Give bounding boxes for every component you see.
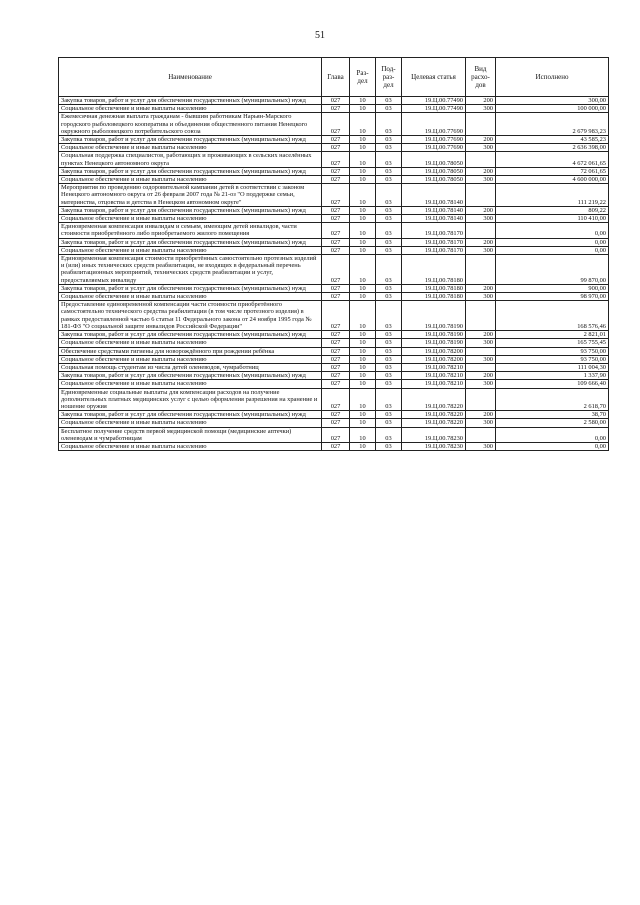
- row-glava: 027: [322, 301, 350, 331]
- row-razdel: 10: [350, 380, 376, 388]
- row-glava: 027: [322, 246, 350, 254]
- row-razdel: 10: [350, 97, 376, 105]
- row-vid: 200: [466, 238, 496, 246]
- row-vid: 200: [466, 136, 496, 144]
- table-row: [59, 238, 609, 246]
- header-glava: Глава: [322, 58, 350, 97]
- row-razdel: 10: [350, 411, 376, 419]
- row-vid: 300: [466, 442, 496, 450]
- row-name: Социальная поддержка специалистов, работающих и проживающих в сельских населённых пунктах Ненецкого автономного округа: [59, 152, 322, 167]
- row-name: Предоставление единовременной компенсации части стоимости приобретённого самостоятельно технического средства реабилитации (в том числе протезного изделия) в рамках предоставленной частью 6 статьи 11 Федерального закона от 24 ноября 1995 года № 181-ФЗ "О социальной защите инвалидов Российской Федерации": [59, 301, 322, 331]
- row-razdel: 10: [350, 372, 376, 380]
- row-glava: 027: [322, 176, 350, 184]
- table-row: [59, 215, 609, 223]
- row-glava: 027: [322, 284, 350, 292]
- row-vid: 300: [466, 246, 496, 254]
- row-target: 19.Ц.00.78180: [402, 293, 466, 301]
- row-razdel: 10: [350, 152, 376, 167]
- row-podrazdel: 03: [376, 339, 402, 347]
- row-target: 19.Ц.00.78050: [402, 152, 466, 167]
- row-vid: 300: [466, 144, 496, 152]
- row-vid: 200: [466, 411, 496, 419]
- row-executed: 93 750,00: [496, 355, 609, 363]
- row-razdel: 10: [350, 246, 376, 254]
- row-name: Социальное обеспечение и иные выплаты населению: [59, 419, 322, 427]
- row-target: 19.Ц.00.78170: [402, 238, 466, 246]
- row-name: Закупка товаров, работ и услуг для обеспечения государственных (муниципальных) нужд: [59, 136, 322, 144]
- table-row: [59, 419, 609, 427]
- table-row: [59, 339, 609, 347]
- table-row: [59, 355, 609, 363]
- row-podrazdel: 03: [376, 372, 402, 380]
- row-razdel: 10: [350, 355, 376, 363]
- row-name: Мероприятия по проведению оздоровительной кампании детей в соответствии с законом Ненецкого автономного округа от 26 февраля 2007 года № 21-оз "О поддержке семьи, материнства, отцовства и детства в Ненецком автономном округе": [59, 184, 322, 207]
- row-target: 19.Ц.00.78180: [402, 255, 466, 285]
- row-razdel: 10: [350, 255, 376, 285]
- table-row: [59, 206, 609, 214]
- row-podrazdel: 03: [376, 167, 402, 175]
- row-podrazdel: 03: [376, 136, 402, 144]
- row-glava: 027: [322, 388, 350, 411]
- row-target: 19.Ц.00.78210: [402, 380, 466, 388]
- row-razdel: 10: [350, 176, 376, 184]
- row-glava: 027: [322, 215, 350, 223]
- row-razdel: 10: [350, 339, 376, 347]
- row-vid: [466, 427, 496, 442]
- row-glava: 027: [322, 255, 350, 285]
- row-executed: 111 219,22: [496, 184, 609, 207]
- row-name: Закупка товаров, работ и услуг для обеспечения государственных (муниципальных) нужд: [59, 331, 322, 339]
- row-vid: 200: [466, 284, 496, 292]
- row-name: Закупка товаров, работ и услуг для обеспечения государственных (муниципальных) нужд: [59, 167, 322, 175]
- row-executed: 43 585,23: [496, 136, 609, 144]
- row-podrazdel: 03: [376, 347, 402, 355]
- row-target: 19.Ц.00.77690: [402, 136, 466, 144]
- row-razdel: 10: [350, 331, 376, 339]
- table-row: [59, 176, 609, 184]
- row-vid: 300: [466, 105, 496, 113]
- header-name: Наименование: [59, 58, 322, 97]
- row-name: Социальное обеспечение и иные выплаты населению: [59, 442, 322, 450]
- row-target: 19.Ц.00.78050: [402, 167, 466, 175]
- row-vid: 300: [466, 176, 496, 184]
- table-row: [59, 331, 609, 339]
- row-podrazdel: 03: [376, 113, 402, 136]
- row-name: Социальное обеспечение и иные выплаты населению: [59, 215, 322, 223]
- row-podrazdel: 03: [376, 152, 402, 167]
- row-podrazdel: 03: [376, 176, 402, 184]
- row-vid: [466, 347, 496, 355]
- row-podrazdel: 03: [376, 105, 402, 113]
- row-executed: 4 672 061,65: [496, 152, 609, 167]
- row-name: Социальная помощь студентам из числа детей оленеводов, чумработниц: [59, 363, 322, 371]
- row-razdel: 10: [350, 442, 376, 450]
- row-razdel: 10: [350, 223, 376, 238]
- table-row: [59, 184, 609, 207]
- row-vid: 200: [466, 372, 496, 380]
- row-podrazdel: 03: [376, 301, 402, 331]
- page-number: 51: [315, 30, 325, 41]
- table-row: [59, 105, 609, 113]
- table-row: [59, 363, 609, 371]
- row-vid: 300: [466, 419, 496, 427]
- row-vid: 200: [466, 206, 496, 214]
- row-target: 19.Ц.00.78220: [402, 419, 466, 427]
- row-glava: 027: [322, 136, 350, 144]
- row-razdel: 10: [350, 419, 376, 427]
- row-razdel: 10: [350, 144, 376, 152]
- row-vid: [466, 388, 496, 411]
- row-target: 19.Ц.00.78190: [402, 339, 466, 347]
- row-glava: 027: [322, 97, 350, 105]
- row-glava: 027: [322, 347, 350, 355]
- row-executed: 2 580,00: [496, 419, 609, 427]
- row-target: 19.Ц.00.78200: [402, 347, 466, 355]
- row-podrazdel: 03: [376, 419, 402, 427]
- row-vid: [466, 363, 496, 371]
- row-name: Единовременные социальные выплаты для компенсации расходов на получение дополнительных платных медицинских услуг с целью оформления разрешения на хранение и ношение оружия: [59, 388, 322, 411]
- row-name: Социальное обеспечение и иные выплаты населению: [59, 339, 322, 347]
- row-podrazdel: 03: [376, 331, 402, 339]
- row-podrazdel: 03: [376, 206, 402, 214]
- row-executed: 2 636 398,00: [496, 144, 609, 152]
- row-executed: 2 821,01: [496, 331, 609, 339]
- row-vid: [466, 113, 496, 136]
- row-razdel: 10: [350, 284, 376, 292]
- row-glava: 027: [322, 339, 350, 347]
- header-razdel: Раз- дел: [350, 58, 376, 97]
- header-podrazdel: Под- раз- дел: [376, 58, 402, 97]
- row-razdel: 10: [350, 301, 376, 331]
- row-podrazdel: 03: [376, 184, 402, 207]
- row-target: 19.Ц.00.77490: [402, 97, 466, 105]
- row-podrazdel: 03: [376, 380, 402, 388]
- row-razdel: 10: [350, 105, 376, 113]
- row-name: Ежемесячная денежная выплата гражданам - бывшим работникам Нарьян-Марского городского рыболовецкого кооператива и объединения общественного питания Ненецкого окружного рыболовецкого потребительского союза: [59, 113, 322, 136]
- row-glava: 027: [322, 372, 350, 380]
- row-executed: 0,00: [496, 246, 609, 254]
- row-target: 19.Ц.00.78140: [402, 184, 466, 207]
- row-target: 19.Ц.00.78140: [402, 215, 466, 223]
- row-name: Закупка товаров, работ и услуг для обеспечения государственных (муниципальных) нужд: [59, 97, 322, 105]
- row-glava: 027: [322, 419, 350, 427]
- row-target: 19.Ц.00.78210: [402, 372, 466, 380]
- row-name: Социальное обеспечение и иные выплаты населению: [59, 380, 322, 388]
- row-glava: 027: [322, 363, 350, 371]
- row-glava: 027: [322, 380, 350, 388]
- row-target: 19.Ц.00.77690: [402, 144, 466, 152]
- row-podrazdel: 03: [376, 388, 402, 411]
- row-target: 19.Ц.00.78210: [402, 363, 466, 371]
- row-razdel: 10: [350, 167, 376, 175]
- row-glava: 027: [322, 206, 350, 214]
- row-name: Единовременная компенсация инвалидам и семьям, имеющим детей инвалидов, части стоимости приобретённого либо приобретаемого жилого помещения: [59, 223, 322, 238]
- row-target: 19.Ц.00.78050: [402, 176, 466, 184]
- row-podrazdel: 03: [376, 411, 402, 419]
- row-name: Закупка товаров, работ и услуг для обеспечения государственных (муниципальных) нужд: [59, 238, 322, 246]
- header-executed: Исполнено: [496, 58, 609, 97]
- row-vid: 200: [466, 97, 496, 105]
- row-executed: 109 666,40: [496, 380, 609, 388]
- row-podrazdel: 03: [376, 246, 402, 254]
- row-razdel: 10: [350, 136, 376, 144]
- table-row: [59, 380, 609, 388]
- row-glava: 027: [322, 293, 350, 301]
- row-executed: 100 000,00: [496, 105, 609, 113]
- table-row: [59, 411, 609, 419]
- row-podrazdel: 03: [376, 427, 402, 442]
- row-executed: 4 600 000,00: [496, 176, 609, 184]
- table-row: [59, 167, 609, 175]
- row-vid: 300: [466, 215, 496, 223]
- row-target: 19.Ц.00.78220: [402, 411, 466, 419]
- row-razdel: 10: [350, 206, 376, 214]
- row-name: Закупка товаров, работ и услуг для обеспечения государственных (муниципальных) нужд: [59, 411, 322, 419]
- table-row: [59, 347, 609, 355]
- row-target: 19.Ц.00.78180: [402, 284, 466, 292]
- row-razdel: 10: [350, 113, 376, 136]
- row-executed: 111 004,30: [496, 363, 609, 371]
- row-podrazdel: 03: [376, 97, 402, 105]
- table-row: [59, 284, 609, 292]
- row-podrazdel: 03: [376, 442, 402, 450]
- table-row: [59, 293, 609, 301]
- table-row: [59, 223, 609, 238]
- row-razdel: 10: [350, 363, 376, 371]
- row-name: Социальное обеспечение и иные выплаты населению: [59, 293, 322, 301]
- row-podrazdel: 03: [376, 255, 402, 285]
- row-executed: 165 755,45: [496, 339, 609, 347]
- row-name: Обеспечение средствами гигиены для новорождённого при рождении ребёнка: [59, 347, 322, 355]
- table-row: [59, 144, 609, 152]
- row-executed: 300,00: [496, 97, 609, 105]
- row-executed: 0,00: [496, 223, 609, 238]
- row-executed: 98 970,00: [496, 293, 609, 301]
- row-vid: 300: [466, 293, 496, 301]
- row-vid: 300: [466, 380, 496, 388]
- table-row: [59, 255, 609, 285]
- row-executed: 110 410,00: [496, 215, 609, 223]
- row-glava: 027: [322, 223, 350, 238]
- table-row: [59, 372, 609, 380]
- row-glava: 027: [322, 184, 350, 207]
- row-executed: 0,00: [496, 442, 609, 450]
- table-row: [59, 388, 609, 411]
- row-podrazdel: 03: [376, 363, 402, 371]
- row-target: 19.Ц.00.78190: [402, 331, 466, 339]
- table-body: [59, 97, 609, 451]
- row-vid: 200: [466, 167, 496, 175]
- row-podrazdel: 03: [376, 355, 402, 363]
- row-glava: 027: [322, 167, 350, 175]
- row-executed: 93 750,00: [496, 347, 609, 355]
- row-vid: [466, 301, 496, 331]
- row-target: 19.Ц.00.78230: [402, 442, 466, 450]
- row-podrazdel: 03: [376, 238, 402, 246]
- row-name: Социальное обеспечение и иные выплаты населению: [59, 105, 322, 113]
- row-executed: 1 337,90: [496, 372, 609, 380]
- row-executed: 168 576,46: [496, 301, 609, 331]
- table-row: [59, 246, 609, 254]
- row-podrazdel: 03: [376, 215, 402, 223]
- row-glava: 027: [322, 442, 350, 450]
- row-razdel: 10: [350, 427, 376, 442]
- row-executed: 809,22: [496, 206, 609, 214]
- row-vid: 300: [466, 355, 496, 363]
- row-name: Единовременная компенсация стоимости приобретённых самостоятельно протезных изделий и (или) иных технических средств реабилитации, не входящих в федеральный перечень реабилитационных мероприятий, технических средств реабилитации и услуг, предоставляемых инвалиду: [59, 255, 322, 285]
- table-row: [59, 97, 609, 105]
- header-target: Целевая статья: [402, 58, 466, 97]
- table-row: [59, 301, 609, 331]
- row-vid: [466, 255, 496, 285]
- row-glava: 027: [322, 411, 350, 419]
- row-razdel: 10: [350, 388, 376, 411]
- row-target: 19.Ц.00.78220: [402, 388, 466, 411]
- row-glava: 027: [322, 427, 350, 442]
- row-razdel: 10: [350, 184, 376, 207]
- row-name: Закупка товаров, работ и услуг для обеспечения государственных (муниципальных) нужд: [59, 284, 322, 292]
- row-executed: 0,00: [496, 427, 609, 442]
- row-podrazdel: 03: [376, 144, 402, 152]
- row-executed: 99 870,00: [496, 255, 609, 285]
- row-name: Социальное обеспечение и иные выплаты населению: [59, 246, 322, 254]
- row-name: Социальное обеспечение и иные выплаты населению: [59, 355, 322, 363]
- row-podrazdel: 03: [376, 293, 402, 301]
- row-name: Закупка товаров, работ и услуг для обеспечения государственных (муниципальных) нужд: [59, 372, 322, 380]
- row-target: 19.Ц.00.77490: [402, 105, 466, 113]
- table-row: [59, 136, 609, 144]
- row-razdel: 10: [350, 238, 376, 246]
- row-razdel: 10: [350, 293, 376, 301]
- row-executed: 38,70: [496, 411, 609, 419]
- row-razdel: 10: [350, 215, 376, 223]
- row-vid: 200: [466, 331, 496, 339]
- table-row: [59, 113, 609, 136]
- row-target: 19.Ц.00.78190: [402, 301, 466, 331]
- row-glava: 027: [322, 238, 350, 246]
- row-name: Закупка товаров, работ и услуг для обеспечения государственных (муниципальных) нужд: [59, 206, 322, 214]
- row-podrazdel: 03: [376, 284, 402, 292]
- row-glava: 027: [322, 144, 350, 152]
- row-vid: 300: [466, 339, 496, 347]
- row-target: 19.Ц.00.78230: [402, 427, 466, 442]
- table-row: [59, 152, 609, 167]
- row-podrazdel: 03: [376, 223, 402, 238]
- row-vid: [466, 152, 496, 167]
- row-glava: 027: [322, 105, 350, 113]
- row-name: Социальное обеспечение и иные выплаты населению: [59, 176, 322, 184]
- row-executed: 2 618,70: [496, 388, 609, 411]
- row-executed: 0,00: [496, 238, 609, 246]
- row-glava: 027: [322, 331, 350, 339]
- row-name: Социальное обеспечение и иные выплаты населению: [59, 144, 322, 152]
- row-executed: 72 061,65: [496, 167, 609, 175]
- budget-table: [58, 57, 609, 451]
- header-vid: Вид расхо- дов: [466, 58, 496, 97]
- row-vid: [466, 223, 496, 238]
- row-glava: 027: [322, 113, 350, 136]
- row-target: 19.Ц.00.78170: [402, 246, 466, 254]
- table-row: [59, 427, 609, 442]
- row-glava: 027: [322, 152, 350, 167]
- row-target: 19.Ц.00.78200: [402, 355, 466, 363]
- table-header-row: [59, 58, 609, 97]
- row-glava: 027: [322, 355, 350, 363]
- row-executed: 900,00: [496, 284, 609, 292]
- row-target: 19.Ц.00.78140: [402, 206, 466, 214]
- row-target: 19.Ц.00.77690: [402, 113, 466, 136]
- row-name: Бесплатное получение средств первой медицинской помощи (медицинские аптечки) оленеводам и чумработницам: [59, 427, 322, 442]
- row-executed: 2 679 983,23: [496, 113, 609, 136]
- row-vid: [466, 184, 496, 207]
- table-row: [59, 442, 609, 450]
- row-razdel: 10: [350, 347, 376, 355]
- row-target: 19.Ц.00.78170: [402, 223, 466, 238]
